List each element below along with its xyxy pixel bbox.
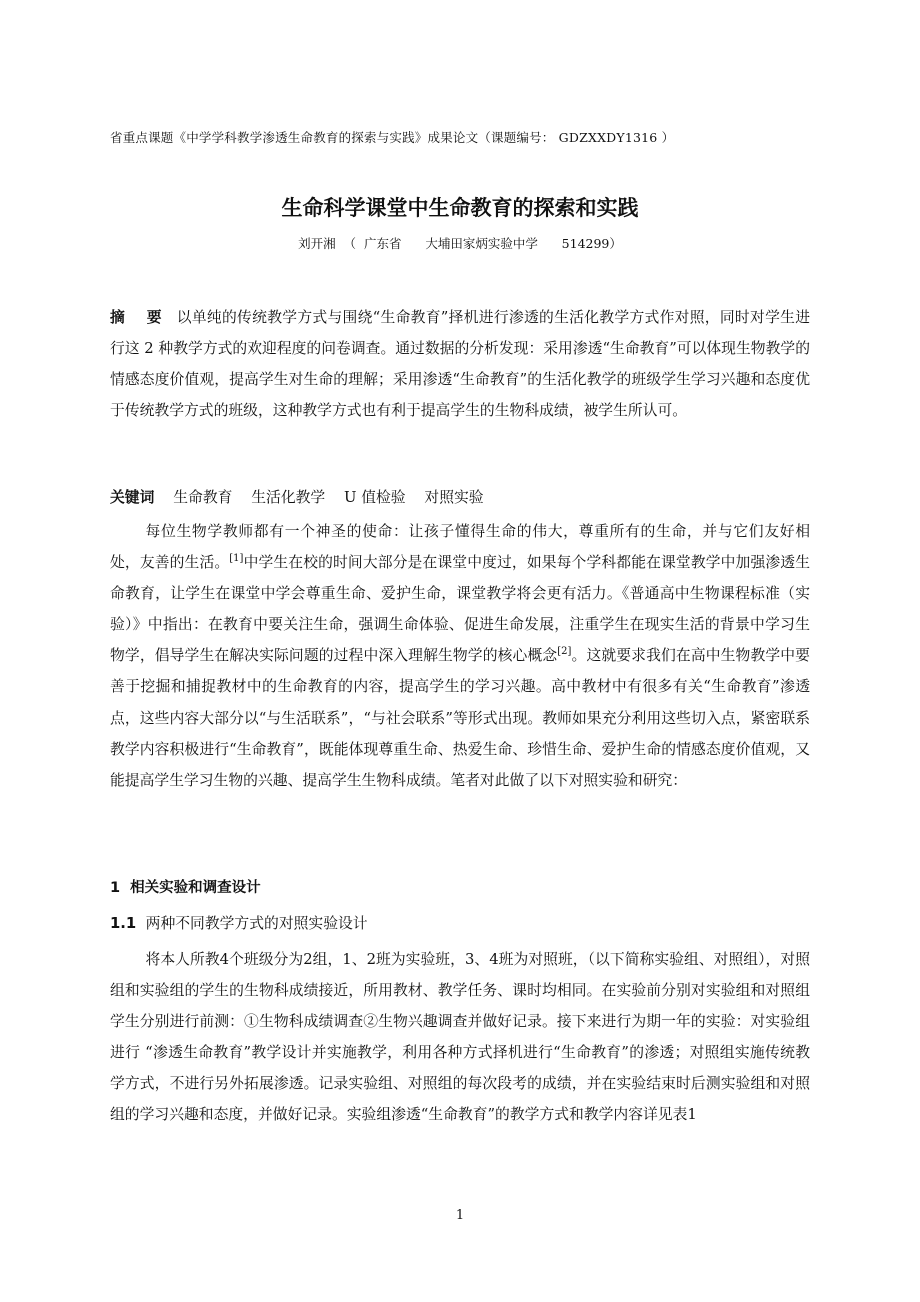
citation-1: [1] <box>229 553 244 565</box>
keywords <box>110 482 810 513</box>
subsection-title: 两种不同教学方式的对照实验设计 <box>145 915 368 932</box>
author-affiliation: 刘开湘 （ 广东省 大埔田家炳实验中学 514299） <box>298 236 622 251</box>
subsection-heading-1-1 <box>110 910 810 938</box>
subsection-number: 1.1 <box>110 915 137 932</box>
abstract <box>110 302 810 426</box>
intro-text-2: 中学生在校的时间大部分是在课堂中度过，如果每个学科都能在课堂教学中加强渗透生命教育，让学生在课堂中学会尊重生命、爱护生命，课堂教学将会更有活力。《普通高中生物课程标准（实验）》中指出：在教育中要关注生命，强调生命体验、促进生命发展，注重学生在现实生活的背景中学习生物学，倡导学生在解决实际问题的过程中深入理解生物学的核心概念 <box>110 554 810 665</box>
method-paragraph: 将本人所教4个班级分为2组，1、2班为实验班，3、4班为对照班，（以下简称实验组、对照组），对照组和实验组的学生的生物科成绩接近，所用教材、教学任务、课时均相同。在实验前分别对实验组和对照组学生分别进行前测：①生物科成绩调查②生物兴趣调查并做好记录。接下来进行为期一年的实验：对实验组进行 “渗透生命教育”教学设计并实施教学，利用各种方式择机进行“生命教育”的渗透；对照组实施传统教学方式，不进行另外拓展渗透。记录实验组、对照组的每次段考的成绩，并在实验结束时后测实验组和对照组的学习兴趣和态度，并做好记录。实验组渗透“生命教育”的教学方式和教学内容详见表1 <box>110 951 810 1124</box>
keywords-label: 关键词 <box>110 489 155 506</box>
intro-paragraph <box>110 516 810 796</box>
intro-text-1: 每位生物学教师都有一个神圣的使命：让孩子懂得生命的伟大，尊重所有的生命，并与它们友好相处，友善的生活。 <box>110 523 810 572</box>
abstract-label: 摘 要 <box>110 309 162 326</box>
citation-2: [2] <box>557 646 572 658</box>
page-number: 1 <box>455 1208 465 1223</box>
abstract-text: 以单纯的传统教学方式与围绕“生命教育”择机进行渗透的生活化教学方式作对照，同时对学生进行这 2 种教学方式的欢迎程度的问卷调查。通过数据的分析发现：采用渗透“生命教育”可以体现生物教学的情感态度价值观，提高学生对生命的理解；采用渗透“生命教育”的生活化教学的班级学生学习兴趣和态度优于传统教学方式的班级，这种教学方式也有利于提高学生的生物科成绩，被学生所认可。 <box>110 309 810 419</box>
intro-text-3: 。这就要求我们在高中生物教学中要善于挖掘和捕捉教材中的生命教育的内容，提高学生的学习兴趣。高中教材中有很多有关“生命教育”渗透点，这些内容大部分以“与生活联系”，“与社会联系”等形式出现。教师如果充分利用这些切入点，紧密联系教学内容积极进行“生命教育”，既能体现尊重生命、热爱生命、珍惜生命、爱护生命的情感态度价值观，又能提高学生学习生物的兴趣、提高学生生物科成绩。笔者对此做了以下对照实验和研究： <box>110 647 810 789</box>
keywords-list: 生命教育 生活化教学 U 值检验 对照实验 <box>173 489 484 506</box>
project-header-note: 省重点课题《中学学科教学渗透生命教育的探索与实践》成果论文（课题编号： GDZXXDY1316 ） <box>110 130 675 145</box>
section-heading-1: 1 相关实验和调查设计 <box>110 880 261 896</box>
paper-title: 生命科学课堂中生命教育的探索和实践 <box>281 196 639 220</box>
